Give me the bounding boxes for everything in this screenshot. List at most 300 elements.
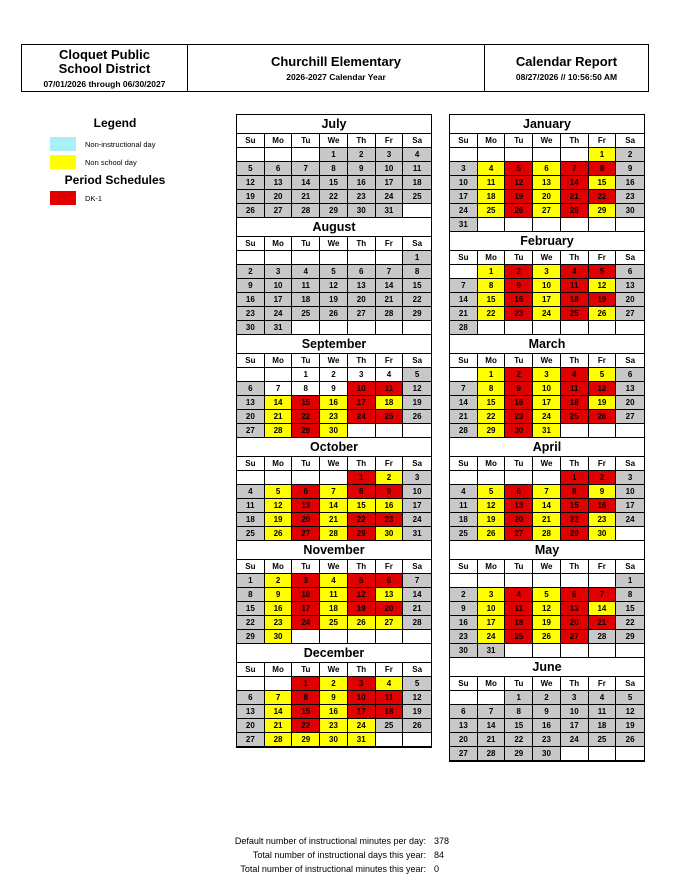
day-cell: 15	[478, 396, 506, 410]
day-cell: 2	[616, 148, 644, 162]
day-cell: 2	[376, 471, 404, 485]
day-cell: 19	[616, 719, 644, 733]
day-cell: 28	[561, 204, 589, 218]
day-cell: 24	[616, 513, 644, 527]
district-box	[22, 45, 188, 91]
empty-cell	[403, 733, 431, 747]
day-cell: 1	[478, 265, 506, 279]
day-cell: 21	[292, 190, 320, 204]
empty-cell	[561, 574, 589, 588]
empty-cell	[505, 574, 533, 588]
weekday-header: We	[533, 457, 561, 471]
day-cell: 23	[320, 719, 348, 733]
day-cell: 2	[450, 588, 478, 602]
day-cell: 26	[348, 616, 376, 630]
empty-cell	[320, 251, 348, 265]
day-cell: 1	[561, 471, 589, 485]
day-cell: 20	[450, 733, 478, 747]
day-cell: 4	[450, 485, 478, 499]
day-cell: 4	[478, 162, 506, 176]
month-november	[237, 541, 431, 644]
empty-cell	[450, 471, 478, 485]
day-cell: 24	[265, 307, 293, 321]
month-december	[237, 644, 431, 747]
weekday-header: Th	[561, 457, 589, 471]
day-cell: 10	[348, 382, 376, 396]
month-october	[237, 438, 431, 541]
school-box	[188, 45, 485, 91]
day-cell: 11	[505, 602, 533, 616]
day-cell: 7	[376, 265, 404, 279]
day-cell: 6	[616, 265, 644, 279]
empty-cell	[616, 527, 644, 541]
day-cell: 11	[478, 176, 506, 190]
day-cell: 30	[348, 204, 376, 218]
dk1-swatch	[50, 191, 76, 205]
district-name-line2: School District	[58, 60, 151, 76]
month-title: June	[450, 658, 644, 677]
empty-cell	[348, 424, 376, 438]
weekday-header: Mo	[265, 354, 293, 368]
day-cell: 10	[533, 279, 561, 293]
empty-cell	[616, 218, 644, 232]
day-cell: 22	[478, 410, 506, 424]
day-cell: 28	[533, 527, 561, 541]
day-cell: 24	[561, 733, 589, 747]
day-cell: 6	[533, 162, 561, 176]
day-cell: 29	[292, 424, 320, 438]
day-cell: 27	[237, 424, 265, 438]
weekday-header: Sa	[616, 134, 644, 148]
non-school-swatch	[50, 155, 76, 169]
day-cell: 22	[320, 190, 348, 204]
weekday-header: Mo	[265, 560, 293, 574]
month-title: April	[450, 438, 644, 457]
day-cell: 3	[533, 368, 561, 382]
legend-label: Non school day	[85, 157, 137, 167]
day-cell: 22	[561, 513, 589, 527]
day-cell: 25	[450, 527, 478, 541]
day-cell: 9	[320, 691, 348, 705]
weekday-header: Tu	[505, 251, 533, 265]
day-cell: 3	[450, 162, 478, 176]
empty-cell	[589, 424, 617, 438]
empty-cell	[403, 204, 431, 218]
empty-cell	[533, 321, 561, 335]
day-cell: 21	[533, 513, 561, 527]
weekday-header: We	[320, 663, 348, 677]
day-cell: 27	[376, 616, 404, 630]
empty-cell	[450, 691, 478, 705]
day-cell: 12	[348, 588, 376, 602]
district-name-line1: Cloquet Public	[59, 46, 150, 62]
day-cell: 12	[505, 176, 533, 190]
day-cell: 30	[237, 321, 265, 335]
day-cell: 5	[616, 691, 644, 705]
weekday-header: Th	[348, 354, 376, 368]
empty-cell	[348, 251, 376, 265]
day-cell: 16	[589, 499, 617, 513]
day-cell: 2	[589, 471, 617, 485]
day-cell: 30	[505, 424, 533, 438]
day-cell: 18	[292, 293, 320, 307]
day-cell: 17	[348, 705, 376, 719]
day-cell: 21	[403, 602, 431, 616]
empty-cell	[478, 321, 506, 335]
weekday-header: Mo	[478, 677, 506, 691]
empty-cell	[561, 218, 589, 232]
summary-value: 378	[434, 836, 450, 846]
day-cell: 26	[403, 410, 431, 424]
day-cell: 9	[450, 602, 478, 616]
day-cell: 11	[403, 162, 431, 176]
day-cell: 22	[237, 616, 265, 630]
summary	[0, 834, 683, 876]
day-cell: 24	[533, 307, 561, 321]
day-cell: 17	[403, 499, 431, 513]
day-cell: 25	[589, 733, 617, 747]
day-cell: 23	[450, 630, 478, 644]
month-title: August	[237, 218, 431, 237]
empty-cell	[265, 368, 293, 382]
weekday-header: Sa	[616, 677, 644, 691]
day-cell: 13	[533, 176, 561, 190]
day-cell: 2	[533, 691, 561, 705]
day-cell: 30	[265, 630, 293, 644]
day-cell: 27	[348, 307, 376, 321]
day-cell: 4	[403, 148, 431, 162]
weekday-header: Su	[450, 457, 478, 471]
month-grid	[450, 251, 644, 335]
month-title: November	[237, 541, 431, 560]
weekday-header: Mo	[478, 251, 506, 265]
day-cell: 7	[265, 382, 293, 396]
day-cell: 5	[533, 588, 561, 602]
day-cell: 25	[561, 307, 589, 321]
day-cell: 15	[403, 279, 431, 293]
day-cell: 5	[505, 162, 533, 176]
day-cell: 10	[348, 691, 376, 705]
summary-label: Total number of instructional days this year:	[252, 850, 426, 860]
legend-item-dk1	[50, 191, 180, 205]
day-cell: 19	[505, 190, 533, 204]
report-header	[21, 44, 649, 92]
empty-cell	[450, 368, 478, 382]
day-cell: 27	[265, 204, 293, 218]
day-cell: 14	[450, 293, 478, 307]
day-cell: 29	[589, 204, 617, 218]
day-cell: 5	[478, 485, 506, 499]
day-cell: 26	[505, 204, 533, 218]
weekday-header: Tu	[292, 134, 320, 148]
day-cell: 20	[376, 602, 404, 616]
month-title: March	[450, 335, 644, 354]
day-cell: 14	[589, 602, 617, 616]
empty-cell	[376, 424, 404, 438]
weekday-header: Mo	[265, 663, 293, 677]
day-cell: 14	[265, 396, 293, 410]
empty-cell	[237, 368, 265, 382]
weekday-header: Th	[348, 663, 376, 677]
day-cell: 28	[265, 424, 293, 438]
summary-label: Default number of instructional minutes per day:	[234, 836, 426, 846]
day-cell: 31	[265, 321, 293, 335]
empty-cell	[616, 747, 644, 761]
day-cell: 24	[376, 190, 404, 204]
day-cell: 3	[533, 265, 561, 279]
day-cell: 12	[589, 382, 617, 396]
weekday-header: Fr	[589, 354, 617, 368]
empty-cell	[348, 321, 376, 335]
day-cell: 28	[320, 527, 348, 541]
month-grid	[237, 237, 431, 335]
day-cell: 3	[348, 677, 376, 691]
day-cell: 23	[265, 616, 293, 630]
weekday-header: Th	[561, 560, 589, 574]
empty-cell	[450, 574, 478, 588]
day-cell: 31	[403, 527, 431, 541]
month-grid	[450, 677, 644, 761]
day-cell: 8	[616, 588, 644, 602]
day-cell: 10	[533, 382, 561, 396]
day-cell: 1	[348, 471, 376, 485]
weekday-header: Fr	[589, 560, 617, 574]
month-february	[450, 232, 644, 335]
weekday-header: Th	[348, 457, 376, 471]
empty-cell	[403, 424, 431, 438]
day-cell: 4	[561, 265, 589, 279]
weekday-header: Su	[450, 354, 478, 368]
empty-cell	[450, 265, 478, 279]
empty-cell	[561, 747, 589, 761]
report-title: Calendar Report	[515, 53, 618, 69]
weekday-header: Mo	[265, 134, 293, 148]
month-title: January	[450, 115, 644, 134]
day-cell: 18	[589, 719, 617, 733]
day-cell: 21	[376, 293, 404, 307]
day-cell: 22	[616, 616, 644, 630]
day-cell: 18	[478, 190, 506, 204]
day-cell: 15	[348, 499, 376, 513]
empty-cell	[505, 218, 533, 232]
day-cell: 22	[478, 307, 506, 321]
day-cell: 29	[505, 747, 533, 761]
day-cell: 4	[505, 588, 533, 602]
day-cell: 11	[561, 382, 589, 396]
day-cell: 22	[292, 719, 320, 733]
day-cell: 1	[616, 574, 644, 588]
day-cell: 12	[478, 499, 506, 513]
weekday-header: We	[320, 237, 348, 251]
day-cell: 6	[292, 485, 320, 499]
month-january	[450, 115, 644, 232]
weekday-header: We	[533, 677, 561, 691]
empty-cell	[292, 251, 320, 265]
month-grid	[237, 457, 431, 541]
day-cell: 7	[478, 705, 506, 719]
day-cell: 4	[376, 368, 404, 382]
empty-cell	[292, 471, 320, 485]
empty-cell	[505, 321, 533, 335]
month-grid	[450, 134, 644, 232]
empty-cell	[265, 251, 293, 265]
day-cell: 13	[376, 588, 404, 602]
day-cell: 13	[265, 176, 293, 190]
day-cell: 5	[589, 368, 617, 382]
day-cell: 1	[478, 368, 506, 382]
day-cell: 26	[265, 527, 293, 541]
day-cell: 22	[292, 410, 320, 424]
empty-cell	[265, 148, 293, 162]
weekday-header: Tu	[292, 354, 320, 368]
day-cell: 10	[292, 588, 320, 602]
weekday-header: Fr	[589, 251, 617, 265]
day-cell: 3	[616, 471, 644, 485]
empty-cell	[292, 321, 320, 335]
day-cell: 26	[403, 719, 431, 733]
day-cell: 29	[348, 527, 376, 541]
month-may	[450, 541, 644, 658]
day-cell: 6	[561, 588, 589, 602]
day-cell: 1	[292, 368, 320, 382]
day-cell: 7	[292, 162, 320, 176]
day-cell: 2	[237, 265, 265, 279]
day-cell: 22	[348, 513, 376, 527]
day-cell: 30	[320, 733, 348, 747]
weekday-header: Mo	[265, 457, 293, 471]
day-cell: 12	[320, 279, 348, 293]
empty-cell	[376, 321, 404, 335]
day-cell: 11	[292, 279, 320, 293]
empty-cell	[616, 644, 644, 658]
empty-cell	[478, 574, 506, 588]
empty-cell	[589, 747, 617, 761]
day-cell: 26	[616, 733, 644, 747]
empty-cell	[478, 471, 506, 485]
day-cell: 8	[478, 279, 506, 293]
day-cell: 20	[533, 190, 561, 204]
day-cell: 18	[320, 602, 348, 616]
day-cell: 26	[237, 204, 265, 218]
day-cell: 29	[616, 630, 644, 644]
day-cell: 24	[533, 410, 561, 424]
weekday-header: Mo	[478, 134, 506, 148]
day-cell: 9	[616, 162, 644, 176]
day-cell: 7	[589, 588, 617, 602]
day-cell: 3	[265, 265, 293, 279]
report-datetime: 08/27/2026 // 10:56:50 AM	[515, 71, 618, 82]
day-cell: 29	[478, 424, 506, 438]
summary-value: 84	[434, 850, 445, 860]
day-cell: 23	[237, 307, 265, 321]
day-cell: 12	[403, 691, 431, 705]
weekday-header: Th	[348, 134, 376, 148]
weekday-header: Sa	[403, 560, 431, 574]
weekday-header: Tu	[292, 560, 320, 574]
day-cell: 9	[505, 279, 533, 293]
day-cell: 11	[237, 499, 265, 513]
summary-label: Total number of instructional minutes this year:	[240, 864, 426, 874]
day-cell: 20	[348, 293, 376, 307]
day-cell: 14	[265, 705, 293, 719]
month-grid	[237, 134, 431, 218]
day-cell: 16	[320, 705, 348, 719]
legend-item-non-school	[50, 155, 180, 169]
month-title: May	[450, 541, 644, 560]
day-cell: 21	[265, 410, 293, 424]
day-cell: 25	[478, 204, 506, 218]
month-march	[450, 335, 644, 438]
day-cell: 16	[376, 499, 404, 513]
day-cell: 19	[320, 293, 348, 307]
day-cell: 11	[320, 588, 348, 602]
day-cell: 8	[505, 705, 533, 719]
day-cell: 6	[450, 705, 478, 719]
month-grid	[237, 354, 431, 438]
weekday-header: Mo	[478, 354, 506, 368]
day-cell: 28	[292, 204, 320, 218]
month-title: July	[237, 115, 431, 134]
empty-cell	[589, 321, 617, 335]
day-cell: 28	[265, 733, 293, 747]
weekday-header: Sa	[403, 457, 431, 471]
day-cell: 16	[348, 176, 376, 190]
day-cell: 30	[533, 747, 561, 761]
day-cell: 25	[292, 307, 320, 321]
day-cell: 23	[376, 513, 404, 527]
empty-cell	[320, 321, 348, 335]
day-cell: 20	[505, 513, 533, 527]
month-title: October	[237, 438, 431, 457]
day-cell: 27	[237, 733, 265, 747]
weekday-header: Su	[237, 663, 265, 677]
month-june	[450, 658, 644, 761]
day-cell: 5	[403, 677, 431, 691]
day-cell: 1	[237, 574, 265, 588]
day-cell: 27	[616, 410, 644, 424]
day-cell: 5	[265, 485, 293, 499]
day-cell: 7	[450, 382, 478, 396]
month-april	[450, 438, 644, 541]
day-cell: 14	[376, 279, 404, 293]
day-cell: 27	[616, 307, 644, 321]
day-cell: 9	[533, 705, 561, 719]
day-cell: 25	[237, 527, 265, 541]
day-cell: 17	[478, 616, 506, 630]
day-cell: 13	[348, 279, 376, 293]
day-cell: 8	[589, 162, 617, 176]
weekday-header: Mo	[478, 457, 506, 471]
day-cell: 11	[376, 691, 404, 705]
weekday-header: Fr	[589, 677, 617, 691]
month-title: December	[237, 644, 431, 663]
day-cell: 12	[533, 602, 561, 616]
day-cell: 15	[478, 293, 506, 307]
day-cell: 25	[320, 616, 348, 630]
day-cell: 1	[403, 251, 431, 265]
day-cell: 28	[589, 630, 617, 644]
empty-cell	[533, 218, 561, 232]
day-cell: 16	[505, 293, 533, 307]
month-grid	[450, 457, 644, 541]
day-cell: 7	[320, 485, 348, 499]
day-cell: 2	[505, 265, 533, 279]
day-cell: 18	[237, 513, 265, 527]
day-cell: 6	[265, 162, 293, 176]
day-cell: 7	[403, 574, 431, 588]
day-cell: 25	[376, 719, 404, 733]
day-cell: 19	[533, 616, 561, 630]
